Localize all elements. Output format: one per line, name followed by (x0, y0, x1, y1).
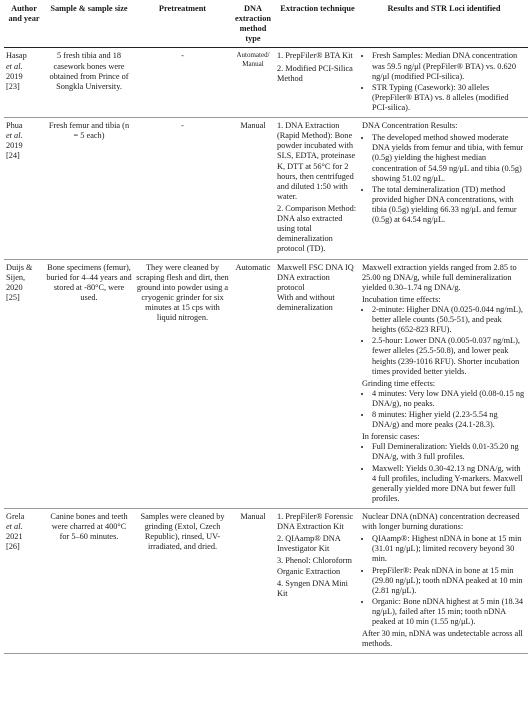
header-sample: Sample & sample size (44, 2, 134, 48)
cell-results (360, 509, 528, 654)
result-bullet: • 4 minutes: Very low DNA yield (0.08-0.15 ng DNA/g), no peaks. (372, 389, 526, 409)
year: 2019 (6, 71, 23, 81)
result-bullet: • QIAamp®: Highest nDNA in bone at 15 min (31.01 ng/μL); limited recovery beyond 30 min. (372, 534, 526, 564)
cell-results (360, 48, 528, 118)
author-name: Hasap (6, 51, 27, 61)
cell-author-year (4, 118, 44, 259)
reference: [23] (6, 81, 20, 91)
cell-method-type: Manual (231, 509, 275, 654)
table-row (4, 118, 528, 259)
cell-author-year (4, 259, 44, 509)
cell-sample: Canine bones and teeth were charred at 400°C for 5–60 minutes. (44, 509, 134, 654)
cell-technique (275, 509, 360, 654)
result-bullet: • 2.5-hour: Lower DNA (0.005-0.037 ng/mL), fewer alleles (25.5-50.8), and lower peak heights (239-1016 RFU). Shorter incubation times provided better yields. (372, 336, 526, 376)
cell-author-year (4, 509, 44, 654)
results-list (362, 389, 526, 430)
reference: [25] (6, 292, 20, 302)
cell-pretreatment: Samples were cleaned by grinding (Extol, Czech Republic), rinsed, UV-irradiated, and dried. (134, 509, 231, 654)
cell-results (360, 118, 528, 259)
et-al: et al. (6, 61, 23, 71)
technique-item: 2. QIAamp® DNA Investigator Kit (277, 534, 341, 554)
cell-author-year (4, 48, 44, 118)
year: 2020 (6, 282, 23, 292)
technique-item: 3. Phenol: Chloroform Organic Extraction (277, 556, 352, 576)
author-name: Phua (6, 121, 23, 131)
result-bullet: • PrepFiler®: Peak nDNA in bone at 15 min (29.80 ng/μL); tooth nDNA peaked at 10 min (2.81 ng/μL). (372, 566, 526, 596)
result-bullet: • 2-minute: Higher DNA (0.025-0.044 ng/mL), better allele counts (50.5-51), and peak heights (652-823 RFU). (372, 305, 526, 335)
technique-item: 1. PrepFiler® BTA Kit (277, 51, 353, 61)
cell-pretreatment: - (134, 118, 231, 259)
technique-item: 4. Syngen DNA Mini Kit (277, 578, 348, 598)
technique-item: 1. DNA Extraction (Rapid Method): Bone powder incubated with SLS, EDTA, proteinase K, DTT at 56°C for 2 hours, then centrifuged and diluted 1:50 with water. (277, 121, 356, 201)
results-list (362, 305, 526, 377)
result-bullet: • STR Typing (Casework): 30 alleles (PrepFiler® BTA) vs. 8 alleles (modified PCI-silica). (372, 83, 526, 113)
header-pretreatment: Pretreatment (134, 2, 231, 48)
technique-item: With and without demineralization (277, 292, 335, 312)
cell-pretreatment: They were cleaned by scraping flesh and dirt, then ground into powder using a cryogenic grinder for six minutes at 15 cps with liquid nitrogen. (134, 259, 231, 509)
header-results: Results and STR Loci identified (360, 2, 528, 48)
cell-technique (275, 259, 360, 509)
results-intro: DNA Concentration Results: (362, 121, 458, 131)
technique-item: Maxwell FSC DNA IQ DNA extraction protocol (277, 262, 354, 292)
table-row (4, 48, 528, 118)
results-subheading: Grinding time effects: (362, 378, 436, 388)
result-bullet: • 8 minutes: Higher yield (2.23-5.54 ng DNA/g) and more peaks (24.1-28.3). (372, 410, 526, 430)
et-al: et al. (6, 131, 23, 141)
result-bullet: • The developed method showed moderate DNA yields from femur and tibia, with femur (0.5g) yielding the highest median concentration of 54.59 ng/μL and tibia (0.5g) showing 51.02 ng/μL. (372, 133, 526, 184)
cell-method-type: Automatic (231, 259, 275, 509)
header-technique: Extraction technique (275, 2, 360, 48)
result-bullet: • Fresh Samples: Median DNA concentration was 59.5 ng/μl (PrepFiler® BTA) vs. 0.620 ng/μl (modified PCI-silica). (372, 51, 526, 81)
author-name: Grela (6, 512, 25, 522)
results-list (362, 534, 526, 627)
results-subheading: In forensic cases: (362, 432, 420, 442)
year: 2021 (6, 532, 23, 542)
table-header-row (4, 2, 528, 48)
result-bullet: • Full Demineralization: Yields 0.01-35.20 ng DNA/g, with 3 full profiles. (372, 442, 526, 462)
results-intro: Maxwell extraction yields ranged from 2.85 to 25.00 ng DNA/g, while full demineralization yielded 0.30–1.74 ng DNA/g. (362, 262, 517, 292)
extraction-methods-table (4, 2, 528, 654)
results-list (362, 442, 526, 504)
cell-method-type: Manual (231, 118, 275, 259)
results-list (362, 133, 526, 225)
reference: [26] (6, 542, 20, 552)
cell-technique (275, 48, 360, 118)
cell-sample: Bone specimens (femur), buried for 4–44 years and stored at -80°C, were used. (44, 259, 134, 509)
cell-sample: Fresh femur and tibia (n = 5 each) (44, 118, 134, 259)
results-intro: Nuclear DNA (nDNA) concentration decreased with longer burning durations: (362, 512, 520, 532)
result-bullet: • Organic: Bone nDNA highest at 5 min (18.34 ng/μL), failed after 15 min; tooth nDNA peaked at 10 min (1.55 ng/μL). (372, 597, 526, 627)
cell-method-type: Automated/ Manual (231, 48, 275, 118)
table-row (4, 259, 528, 509)
result-bullet: • The total demineralization (TD) method provided higher DNA concentrations, with tibia (0.5g) yielding 66.33 ng/μL and femur (0.5g) at 64.54 ng/μL. (372, 185, 526, 225)
reference: [24] (6, 151, 20, 161)
et-al: et al. (6, 522, 23, 532)
author-name: Duijs & Sijen, (6, 262, 33, 282)
year: 2019 (6, 141, 23, 151)
results-subheading: Incubation time effects: (362, 294, 441, 304)
cell-sample: 5 fresh tibia and 18 casework bones were obtained from Prince of Songkla University. (44, 48, 134, 118)
header-author-year: Author and year (4, 2, 44, 48)
cell-pretreatment: - (134, 48, 231, 118)
cell-technique (275, 118, 360, 259)
technique-item: 2. Modified PCI-Silica Method (277, 63, 353, 83)
results-outro: After 30 min, nDNA was undetectable across all methods. (362, 629, 523, 649)
technique-item: 1. PrepFiler® Forensic DNA Extraction Kit (277, 512, 354, 532)
header-method-type: DNA extraction method type (231, 2, 275, 48)
result-bullet: • Maxwell: Yields 0.30-42.13 ng DNA/g, with 4 full profiles, including Y-markers. Maxwell generally yielded more DNA but fewer full profiles. (372, 464, 526, 504)
technique-item: 2. Comparison Method: DNA also extracted using total demineralization protocol (TD). (277, 203, 357, 254)
results-list (362, 51, 526, 113)
cell-results (360, 259, 528, 509)
table-row (4, 509, 528, 654)
